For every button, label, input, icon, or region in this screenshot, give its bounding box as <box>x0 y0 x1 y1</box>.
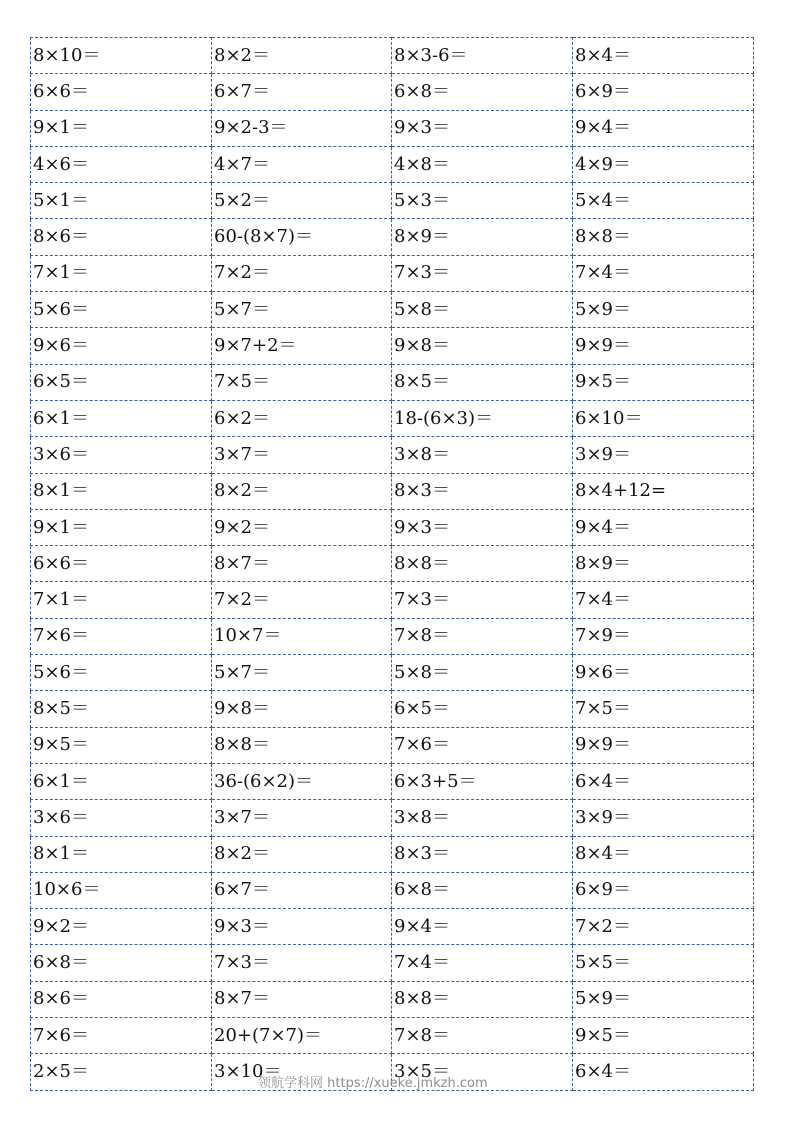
problem-cell: 20+(7×7)＝ <box>212 1018 392 1054</box>
problem-cell: 8×9＝ <box>392 219 573 255</box>
problem-cell: 8×6＝ <box>31 981 212 1017</box>
problem-cell: 36-(6×2)＝ <box>212 763 392 799</box>
problem-cell: 3×5＝ <box>392 1054 573 1090</box>
problem-cell: 7×9＝ <box>573 618 754 654</box>
problem-cell: 7×5＝ <box>212 364 392 400</box>
problem-cell: 7×1＝ <box>31 255 212 291</box>
problem-cell: 7×4＝ <box>392 945 573 981</box>
problem-cell: 8×8＝ <box>212 727 392 763</box>
problem-cell: 6×1＝ <box>31 763 212 799</box>
problem-cell: 9×9＝ <box>573 727 754 763</box>
problem-cell: 6×9＝ <box>573 872 754 908</box>
problem-cell: 6×6＝ <box>31 546 212 582</box>
problem-cell: 7×6＝ <box>31 618 212 654</box>
worksheet-row <box>31 800 754 836</box>
problem-cell: 9×5＝ <box>31 727 212 763</box>
worksheet-row <box>31 872 754 908</box>
problem-cell: 6×7＝ <box>212 74 392 110</box>
problem-cell: 4×7＝ <box>212 146 392 182</box>
problem-cell: 5×7＝ <box>212 292 392 328</box>
worksheet-row <box>31 909 754 945</box>
problem-cell: 5×9＝ <box>573 981 754 1017</box>
problem-cell: 6×4＝ <box>573 1054 754 1090</box>
worksheet-row <box>31 38 754 74</box>
problem-cell: 6×1＝ <box>31 400 212 436</box>
worksheet-row <box>31 836 754 872</box>
problem-cell: 7×2＝ <box>573 909 754 945</box>
problem-cell: 7×4＝ <box>573 582 754 618</box>
problem-cell: 8×3＝ <box>392 836 573 872</box>
watermark-text: 领航学科网 https://xueke.jmkzh.com <box>258 1076 488 1091</box>
worksheet-row <box>31 146 754 182</box>
problem-cell: 6×9＝ <box>573 74 754 110</box>
problem-cell: 4×6＝ <box>31 146 212 182</box>
problem-cell: 5×3＝ <box>392 183 573 219</box>
worksheet-row <box>31 400 754 436</box>
problem-cell: 5×5＝ <box>573 945 754 981</box>
problem-cell: 5×7＝ <box>212 655 392 691</box>
problem-cell: 8×5＝ <box>392 364 573 400</box>
problem-cell: 7×2＝ <box>212 255 392 291</box>
problem-cell: 8×7＝ <box>212 981 392 1017</box>
problem-cell: 3×8＝ <box>392 800 573 836</box>
worksheet-row <box>31 618 754 654</box>
problem-cell: 8×4＝ <box>573 38 754 74</box>
problem-cell: 6×4＝ <box>573 763 754 799</box>
worksheet-row <box>31 582 754 618</box>
problem-cell: 9×3＝ <box>212 909 392 945</box>
worksheet-row <box>31 727 754 763</box>
problem-cell: 8×1＝ <box>31 836 212 872</box>
worksheet-row <box>31 691 754 727</box>
problem-cell: 9×6＝ <box>573 655 754 691</box>
problem-cell: 3×7＝ <box>212 800 392 836</box>
worksheet-row <box>31 74 754 110</box>
problem-cell: 8×8＝ <box>392 546 573 582</box>
worksheet-row <box>31 110 754 146</box>
problem-cell: 5×8＝ <box>392 292 573 328</box>
problem-cell: 8×3＝ <box>392 473 573 509</box>
worksheet-row <box>31 437 754 473</box>
problem-cell: 9×1＝ <box>31 110 212 146</box>
problem-cell: 4×9＝ <box>573 146 754 182</box>
problem-cell: 7×4＝ <box>573 255 754 291</box>
worksheet-row <box>31 546 754 582</box>
problem-cell: 8×8＝ <box>573 219 754 255</box>
problem-cell: 7×3＝ <box>392 255 573 291</box>
problem-cell: 7×6＝ <box>392 727 573 763</box>
problem-cell: 3×6＝ <box>31 437 212 473</box>
problem-cell: 8×10＝ <box>31 38 212 74</box>
problem-cell: 60-(8×7)＝ <box>212 219 392 255</box>
worksheet-row <box>31 1018 754 1054</box>
problem-cell: 9×2＝ <box>212 509 392 545</box>
problem-cell: 6×8＝ <box>31 945 212 981</box>
problem-cell: 4×8＝ <box>392 146 573 182</box>
problem-cell: 8×4＝ <box>573 836 754 872</box>
worksheet-row <box>31 945 754 981</box>
problem-cell: 9×4＝ <box>392 909 573 945</box>
worksheet-row <box>31 509 754 545</box>
problem-cell: 18-(6×3)＝ <box>392 400 573 436</box>
problem-cell: 9×3＝ <box>392 509 573 545</box>
problem-cell: 9×3＝ <box>392 110 573 146</box>
problem-cell: 8×6＝ <box>31 219 212 255</box>
problem-cell: 6×5＝ <box>31 364 212 400</box>
problem-cell: 10×7＝ <box>212 618 392 654</box>
problem-cell: 7×8＝ <box>392 618 573 654</box>
problem-cell: 5×4＝ <box>573 183 754 219</box>
worksheet-row <box>31 655 754 691</box>
worksheet-row <box>31 473 754 509</box>
problem-cell: 10×6＝ <box>31 872 212 908</box>
problem-cell: 6×8＝ <box>392 872 573 908</box>
worksheet-row <box>31 328 754 364</box>
problem-cell: 9×5＝ <box>573 364 754 400</box>
problem-cell: 8×4+12= <box>573 473 754 509</box>
problem-cell: 7×6＝ <box>31 1018 212 1054</box>
problem-cell: 6×2＝ <box>212 400 392 436</box>
problem-cell: 5×2＝ <box>212 183 392 219</box>
problem-cell: 8×1＝ <box>31 473 212 509</box>
worksheet-row <box>31 183 754 219</box>
problem-cell: 9×8＝ <box>392 328 573 364</box>
worksheet-body <box>31 38 754 1091</box>
worksheet-row <box>31 292 754 328</box>
problem-cell: 7×5＝ <box>573 691 754 727</box>
problem-cell: 7×8＝ <box>392 1018 573 1054</box>
problem-cell: 6×5＝ <box>392 691 573 727</box>
problem-cell: 7×3＝ <box>392 582 573 618</box>
problem-cell: 9×4＝ <box>573 110 754 146</box>
problem-cell: 6×7＝ <box>212 872 392 908</box>
problem-cell: 5×8＝ <box>392 655 573 691</box>
problem-cell: 7×1＝ <box>31 582 212 618</box>
problem-cell: 9×5＝ <box>573 1018 754 1054</box>
problem-cell: 9×4＝ <box>573 509 754 545</box>
problem-cell: 6×3+5＝ <box>392 763 573 799</box>
worksheet-row <box>31 763 754 799</box>
problem-cell: 5×1＝ <box>31 183 212 219</box>
problem-cell: 9×8＝ <box>212 691 392 727</box>
problem-cell: 8×2＝ <box>212 38 392 74</box>
problem-cell: 7×3＝ <box>212 945 392 981</box>
problem-cell: 6×10＝ <box>573 400 754 436</box>
problem-cell: 8×2＝ <box>212 473 392 509</box>
problem-cell: 3×10＝ <box>212 1054 392 1090</box>
problem-cell: 5×6＝ <box>31 655 212 691</box>
problem-cell: 3×9＝ <box>573 437 754 473</box>
arithmetic-worksheet-table <box>30 37 754 1091</box>
problem-cell: 6×6＝ <box>31 74 212 110</box>
problem-cell: 8×5＝ <box>31 691 212 727</box>
worksheet-row <box>31 364 754 400</box>
problem-cell: 8×7＝ <box>212 546 392 582</box>
problem-cell: 8×9＝ <box>573 546 754 582</box>
problem-cell: 2×5＝ <box>31 1054 212 1090</box>
problem-cell: 3×8＝ <box>392 437 573 473</box>
problem-cell: 9×7+2＝ <box>212 328 392 364</box>
problem-cell: 8×3-6＝ <box>392 38 573 74</box>
problem-cell: 7×2＝ <box>212 582 392 618</box>
problem-cell: 5×6＝ <box>31 292 212 328</box>
problem-cell: 6×8＝ <box>392 74 573 110</box>
problem-cell: 3×9＝ <box>573 800 754 836</box>
worksheet-row <box>31 255 754 291</box>
problem-cell: 5×9＝ <box>573 292 754 328</box>
problem-cell: 9×2-3＝ <box>212 110 392 146</box>
problem-cell: 8×8＝ <box>392 981 573 1017</box>
problem-cell: 3×6＝ <box>31 800 212 836</box>
problem-cell: 9×9＝ <box>573 328 754 364</box>
worksheet-row <box>31 219 754 255</box>
problem-cell: 3×7＝ <box>212 437 392 473</box>
worksheet-row <box>31 981 754 1017</box>
problem-cell: 8×2＝ <box>212 836 392 872</box>
problem-cell: 9×1＝ <box>31 509 212 545</box>
problem-cell: 9×6＝ <box>31 328 212 364</box>
problem-cell: 9×2＝ <box>31 909 212 945</box>
